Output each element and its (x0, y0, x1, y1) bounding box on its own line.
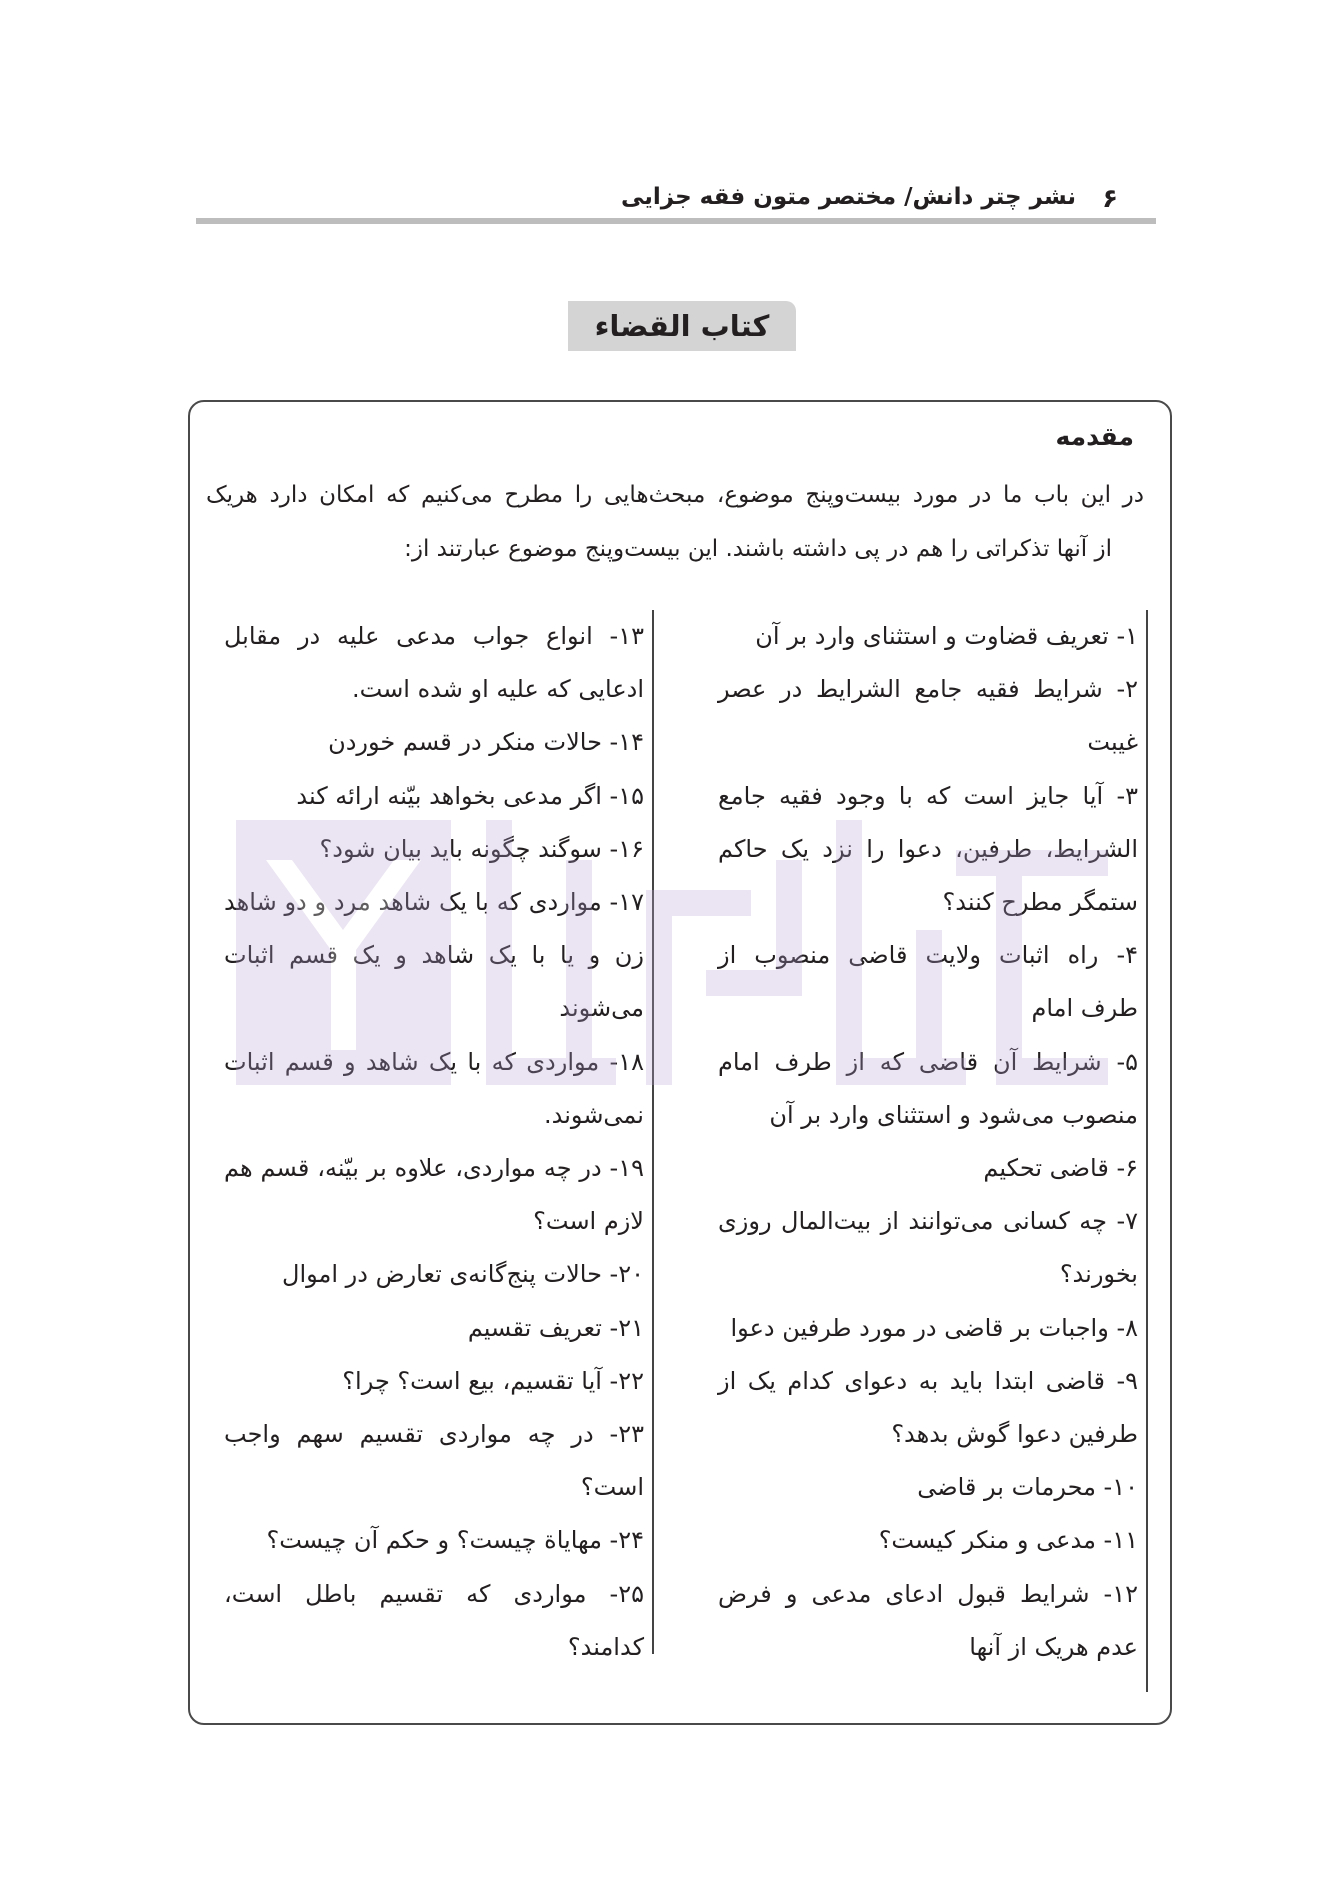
list-item: ۱۶- سوگند چگونه باید بیان شود؟ (319, 834, 644, 863)
list-item: ۲- شرایط فقیه جامع الشرایط در عصر غیبت (718, 675, 1138, 757)
topics-column-right (718, 610, 1148, 1692)
content-box (188, 400, 1172, 1725)
list-item: ۱۱- مدعی و منکر کیست؟ (878, 1526, 1138, 1555)
list-item: ۲۱- تعریف تقسیم (467, 1313, 644, 1342)
list-item: ۲۲- آیا تقسیم، بیع است؟ چرا؟ (342, 1366, 644, 1395)
list-item: ۴- راه اثبات ولایت قاضی منصوب از طرف امام (718, 941, 1138, 1023)
list-item: ۲۳- در چه مواردی تقسیم سهم واجب است؟ (224, 1420, 644, 1502)
list-item: ۱۴- حالات منکر در قسم خوردن (328, 728, 644, 757)
list-item: ۸- واجبات بر قاضی در مورد طرفین دعوا (730, 1313, 1138, 1342)
list-item: ۲۰- حالات پنج‌گانه‌ی تعارض در اموال (282, 1260, 644, 1289)
intro-paragraph (206, 468, 1144, 576)
list-item: ۱۲- شرایط قبول ادعای مدعی و فرض عدم هریک از آنها (718, 1579, 1138, 1661)
list-item: ۱- تعریف قضاوت و استثنای وارد بر آن (755, 622, 1138, 650)
list-item: ۱۳- انواع جواب مدعی علیه در مقابل ادعایی که علیه او شده است. (224, 622, 644, 704)
list-item: ۱۷- مواردی که با یک شاهد مرد و دو شاهد زن و یا با یک شاهد و یک قسم اثبات می‌شوند (224, 888, 644, 1023)
list-item: ۵- شرایط آن قاضی که از طرف امام منصوب می‌شود و استثنای وارد بر آن (718, 1047, 1138, 1129)
list-item: ۱۸- مواردی که با یک شاهد و قسم اثبات نمی‌شوند. (224, 1047, 644, 1129)
topics-column-left (224, 610, 654, 1661)
list-item: ۲۴- مهایاة چیست؟ و حکم آن چیست؟ (266, 1526, 644, 1555)
intro-heading: مقدمه (1055, 422, 1134, 451)
chapter-title: کتاب القضاء (568, 301, 796, 351)
list-item: ۲۵- مواردی که تقسیم باطل است، کدامند؟ (224, 1579, 644, 1661)
list-item: ۹- قاضی ابتدا باید به دعوای کدام یک از طرفین دعوا گوش بدهد؟ (718, 1366, 1138, 1449)
intro-line-1: در این باب ما در مورد بیست‌وپنج موضوع، مبحث‌هایی را مطرح می‌کنیم که امکان دارد هریک (206, 482, 1144, 508)
list-item: ۳- آیا جایز است که با وجود فقیه جامع الشرایط، طرفین، دعوا را نزد یک حاکم ستمگر مطرح کنند؟ (718, 781, 1138, 917)
intro-line-2: از آنها تذکراتی را هم در پی داشته باشند. این بیست‌وپنج موضوع عبارتند از: (404, 536, 1112, 562)
list-item: ۱۹- در چه مواردی، علاوه بر بیّنه، قسم هم لازم است؟ (224, 1154, 644, 1236)
running-header (196, 176, 1156, 220)
list-item: ۷- چه کسانی می‌توانند از بیت‌المال روزی بخورند؟ (718, 1207, 1138, 1289)
header-title: نشر چتر دانش/ مختصر متون فقه جزایی (621, 184, 1076, 210)
list-item: ۱۰- محرمات بر قاضی (917, 1473, 1138, 1502)
list-item: ۶- قاضی تحکیم (983, 1154, 1138, 1183)
list-item: ۱۵- اگر مدعی بخواهد بیّنه ارائه کند (296, 781, 644, 810)
page-number: ۶ (1102, 184, 1118, 214)
header-rule (196, 218, 1156, 224)
